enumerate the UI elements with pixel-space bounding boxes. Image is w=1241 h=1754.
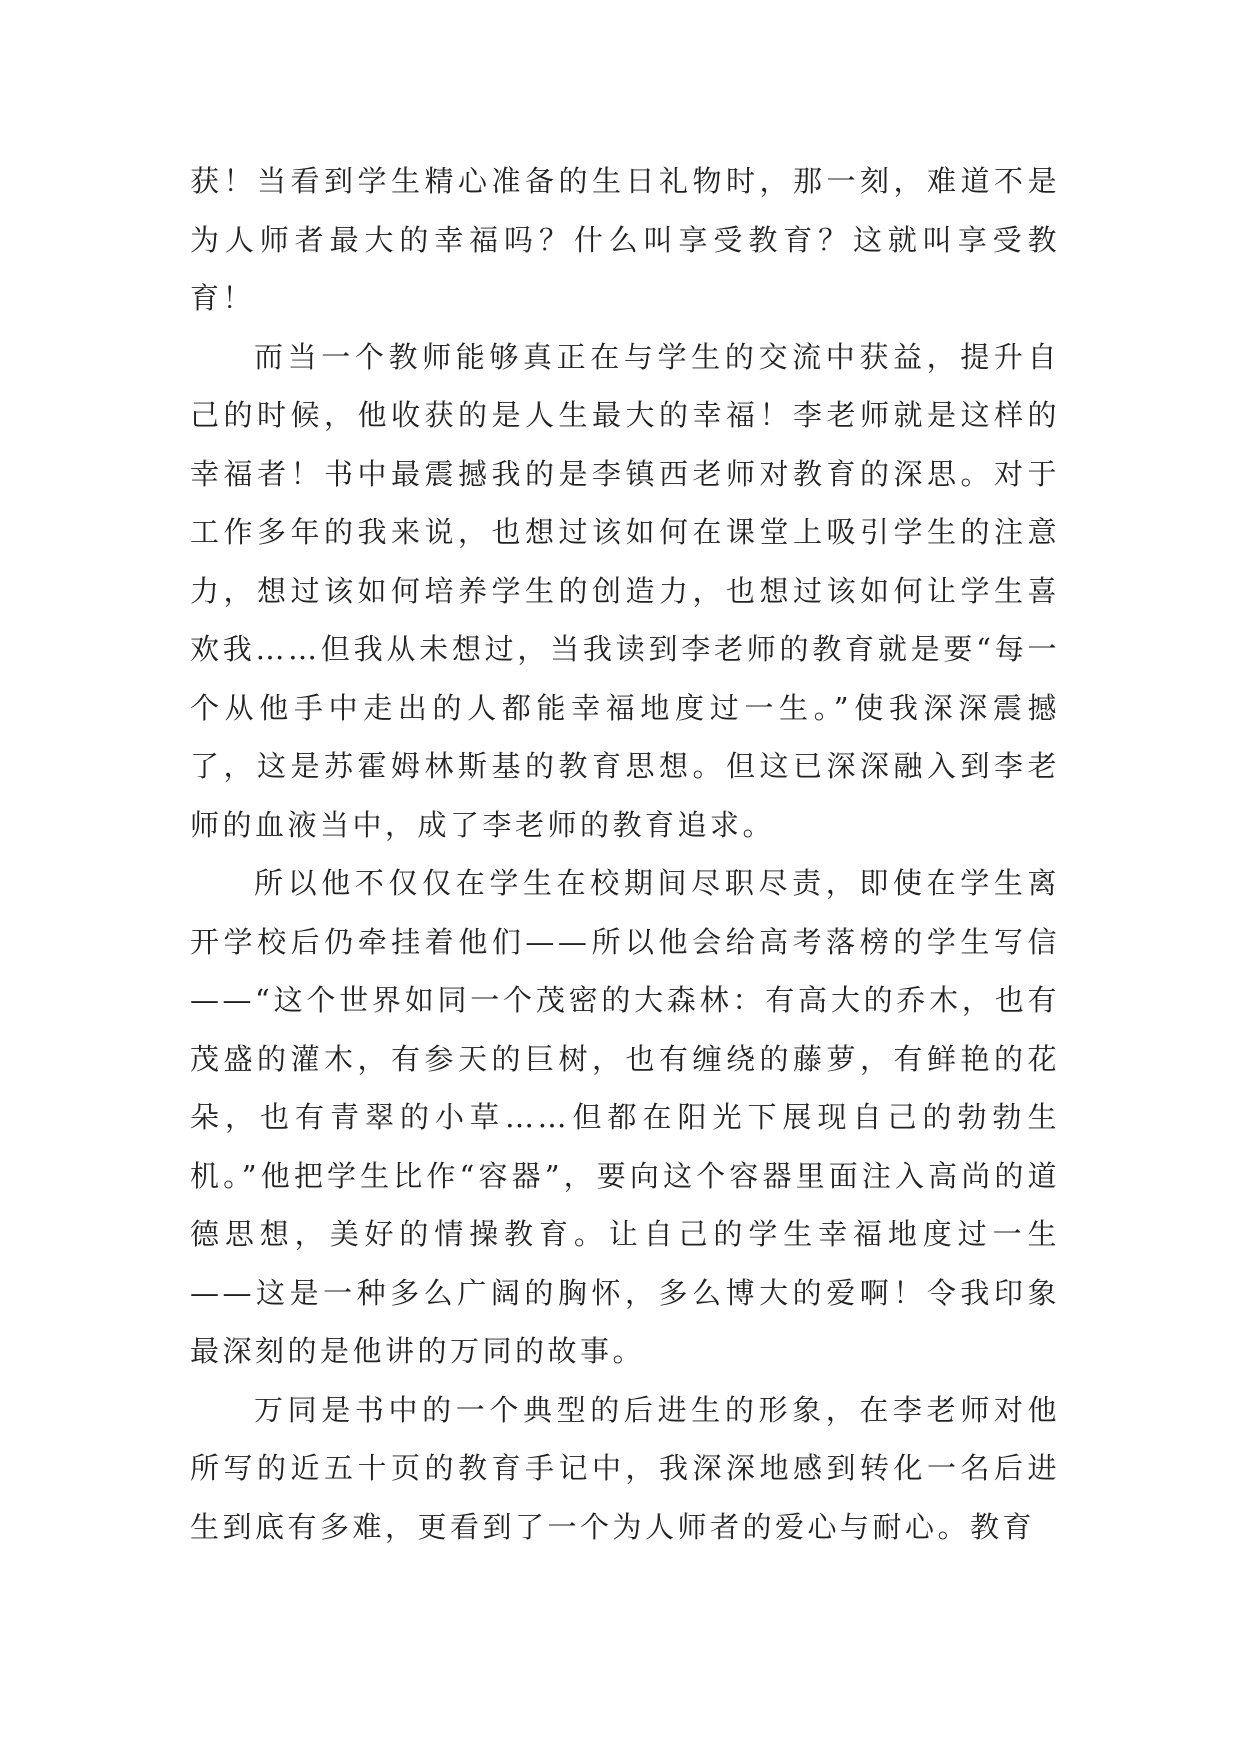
paragraph: 获！当看到学生精心准备的生日礼物时，那一刻，难道不是为人师者最大的幸福吗？什么叫享受教育？这就叫享受教育！ — [190, 164, 1060, 315]
paragraph: 所以他不仅仅在学生在校期间尽职尽责，即使在学生离开学校后仍牵挂着他们——所以他会给高考落榜的学生写信——“这个世界如同一个茂密的大森林：有高大的乔木，也有茂盛的灌木，有参天的巨树，也有缠绕的藤萝，有鲜艳的花朵，也有青翠的小草……但都在阳光下展现自己的勃勃生机。”他把学生比作“容器”，要向这个容器里面注入高尚的道德思想，美好的情操教育。让自己的学生幸福地度过一生——这是一种多么广阔的胸怀，多么博大的爱啊！令我印象最深刻的是他讲的万同的故事。 — [190, 866, 1060, 1368]
paragraph: 万同是书中的一个典型的后进生的形象，在李老师对他所写的近五十页的教育手记中，我深深地感到转化一名后进生到底有多难，更看到了一个为人师者的爱心与耐心。教育 — [190, 1392, 1060, 1544]
paragraph: 而当一个教师能够真正在与学生的交流中获益，提升自己的时候，他收获的是人生最大的幸福！李老师就是这样的幸福者！书中最震撼我的是李镇西老师对教育的深思。对于工作多年的我来说，也想过该如何在课堂上吸引学生的注意力，想过该如何培养学生的创造力，也想过该如何让学生喜欢我……但我从未想过，当我读到李老师的教育就是要“每一个从他手中走出的人都能幸福地度过一生。”使我深深震撼了，这是苏霍姆林斯基的教育思想。但这已深深融入到李老师的血液当中，成了李老师的教育追求。 — [190, 339, 1060, 842]
body-text — [190, 152, 1060, 1556]
